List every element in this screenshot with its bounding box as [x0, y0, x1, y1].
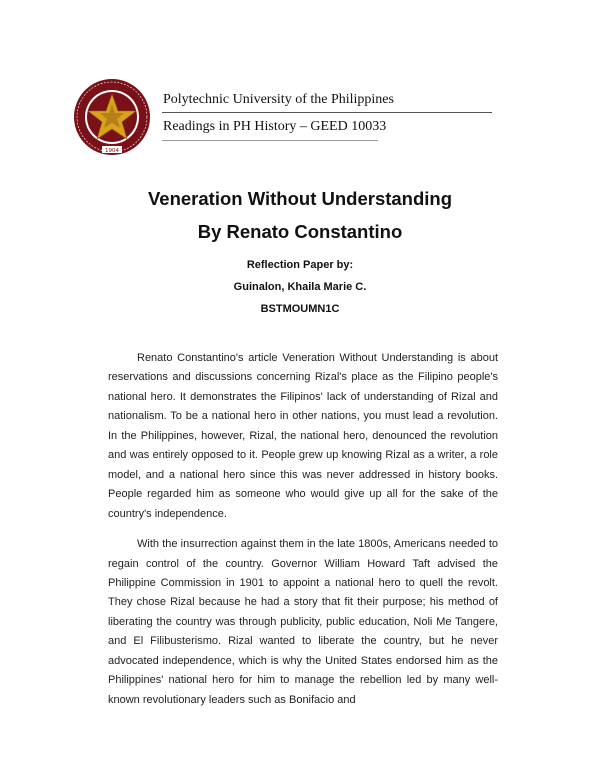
header-underline: [162, 140, 378, 141]
paragraph-2: With the insurrection against them in the late 1800s, Americans needed to regain control of the country. Governor William Howard Taft advised the Philippine Commission in 1901 to appoint a national hero to quell the revolt. They chose Rizal because he had a story that fit their purpose; his method of liberating the country was through publicity, public education, Noli Me Tangere, and El Filibusterismo. Rizal wanted to liberate the country, but he never advocated independence, which is why the United States endorsed him as the Philippines' national hero for him to manage the rebellion led by many well-known revolutionary leaders such as Bonifacio and: [108, 538, 498, 706]
seal-year: 1904: [105, 148, 119, 154]
institution-name: Polytechnic University of the Philippines: [163, 92, 394, 107]
author-name: Guinalon, Khaila Marie C.: [233, 281, 367, 293]
paragraph-1: Renato Constantino's article Veneration Without Understanding is about reservations and discussions concerning Rizal's place as the Filipino people's national hero. It demonstrates the Filipinos' lack of understanding of Rizal and nationalism. To be a national hero in other nations, you must lead a revolution. In the Philippines, however, Rizal, the national hero, denounced the revolution and was entirely opposed to it. People grew up knowing Rizal as a writer, a role model, and a national hero since this was never addressed in history books. People regarded him as someone who would give up all for the sake of the country's independence.: [108, 352, 498, 520]
paper-subtitle-author: By Renato Constantino: [197, 221, 403, 242]
header-divider: [162, 112, 492, 113]
body-text: [108, 349, 498, 721]
course-name: Readings in PH History – GEED 10033: [163, 119, 387, 134]
section-code: BSTMOUMN1C: [260, 303, 340, 315]
paper-title: Veneration Without Understanding: [147, 188, 453, 209]
reflection-paper-label: Reflection Paper by:: [246, 259, 354, 271]
university-seal-logo: [66, 78, 158, 156]
